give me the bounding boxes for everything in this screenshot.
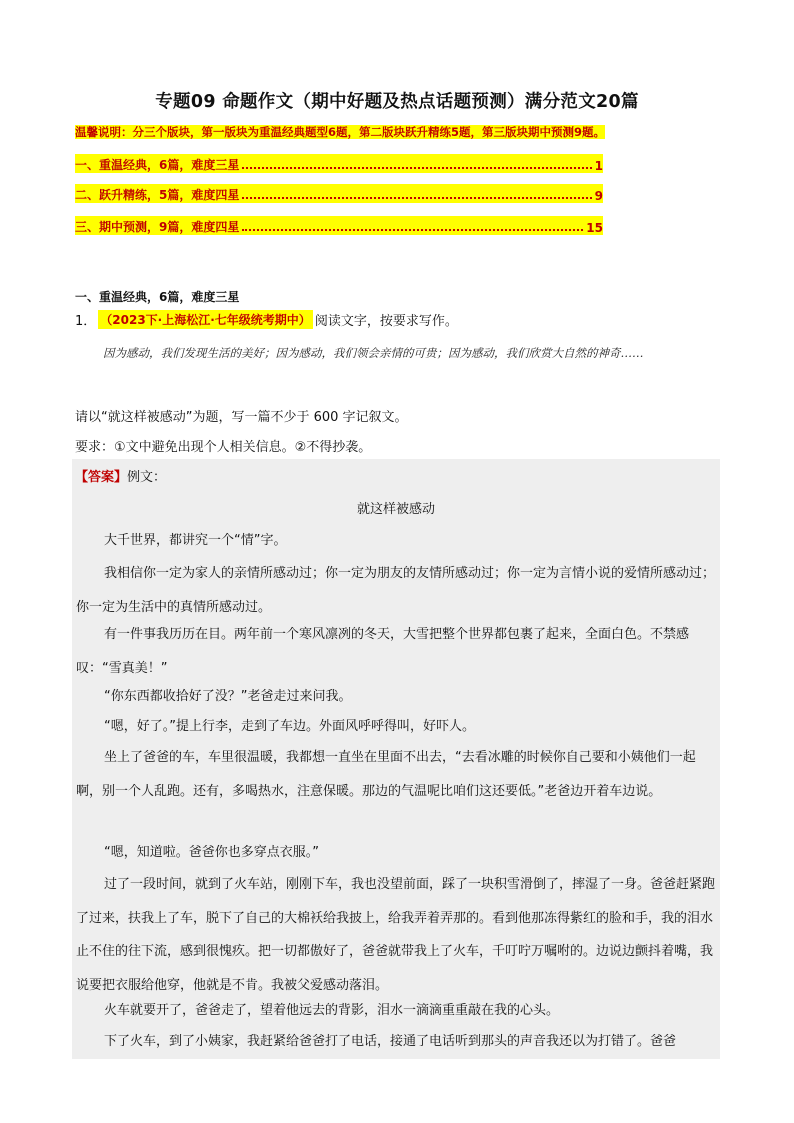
answer-label: 例文： [127,470,167,485]
question-instruction: 阅读文字，按要求写作。 [314,314,458,329]
answer-tag: 【答案】 [75,470,128,485]
essay-paragraph: 过了一段时间，就到了火车站，刚刚下车，我也没望前面，踩了一块积雪滑倒了，摔湿了一身。爸爸赶紧跑了过来，扶我上了车，脱下了自己的大棉袄给我披上，给我弄着弄那的。看到他那冻得紫红的脸和手，我的泪水止不住的往下流，感到很愧疚。把一切都傲好了，爸爸就带我上了火车，千叮咛万嘱咐的。边说边颤抖着嘴，我说要把衣服给他穿，他就是不肯。我被父爱感动落泪。 [76,877,716,993]
essay-paragraph: 大千世界，都讲究一个“情”字。 [104,533,287,548]
toc-leader-dots [242,229,583,231]
question-prompt: 因为感动，我们发现生活的美好；因为感动，我们领会亲情的可贵；因为感动，我们欣赏大自然的神奇…… [103,346,644,360]
toc-item-3[interactable] [75,216,603,235]
essay-title: 就这样被感动 [356,502,435,517]
essay-paragraph: “嗯，知道啦。爸爸你也多穿点衣服。” [104,845,319,860]
essay-paragraph: 坐上了爸爸的车，车里很温暖，我都想一直坐在里面不出去，“去看冰雕的时候你自己要和小姨他们一起啊，别一个人乱跑。还有，多喝热水，注意保暖。那边的气温呢比咱们这还要低。”老爸边开着车边说。 [76,750,696,799]
intro-note-text: 分三个版块，第一版块为重温经典题型6题，第二版块跃升精练5题，第三版块期中预测9题。 [132,125,606,139]
toc-item-page: 15 [586,221,603,235]
toc-leader-dots [242,197,591,199]
toc-item-label: 一、重温经典，6篇，难度三星 [75,158,240,172]
question-number: 1． [75,314,97,329]
toc-item-page: 9 [594,189,603,203]
answer-header [75,466,166,485]
essay-paragraph: “你东西都收拾好了没？”老爸走过来问我。 [104,689,352,704]
page-title: 专题09 命题作文（期中好题及热点话题预测）满分范文20篇 [155,92,639,112]
toc-item-2[interactable] [75,184,603,203]
essay-paragraph: “嗯，好了。”提上行李，走到了车边。外面风呼呼得叫，好吓人。 [104,719,475,734]
essay-paragraph: 我相信你一定为家人的亲情所感动过；你一定为朋友的友情所感动过；你一定为言情小说的爱情所感动过；你一定为生活中的真情所感动过。 [76,566,716,615]
intro-note [75,124,725,140]
toc-leader-dots [242,167,591,169]
question-task: 请以“就这样被感动”为题，写一篇不少于 600 字记叙文。 [75,410,408,425]
question-requirements: 要求：①文中避免出现个人相关信息。②不得抄袭。 [75,440,372,455]
question-line [75,310,458,329]
section-heading: 一、重温经典，6篇，难度三星 [75,290,240,304]
essay-paragraph: 有一件事我历历在目。两年前一个寒风凛冽的冬天，大雪把整个世界都包裹了起来，全面白色。不禁感叹：“雪真美！” [76,627,690,676]
toc-item-label: 三、期中预测，9篇，难度四星 [75,220,240,234]
essay-paragraph: 下了火车，到了小姨家，我赶紧给爸爸打了电话，接通了电话听到那头的声音我还以为打错了。爸爸 [104,1034,677,1049]
question-source: （2023下·上海松江·七年级统考期中） [98,310,313,329]
toc-item-1[interactable] [75,154,603,173]
essay-paragraph: 火车就要开了，爸爸走了，望着他远去的背影，泪水一滴滴重重敲在我的心头。 [104,1003,560,1018]
intro-note-prefix: 温馨说明： [75,125,133,139]
toc-item-page: 1 [594,159,603,173]
toc-item-label: 二、跃升精练，5篇，难度四星 [75,188,240,202]
